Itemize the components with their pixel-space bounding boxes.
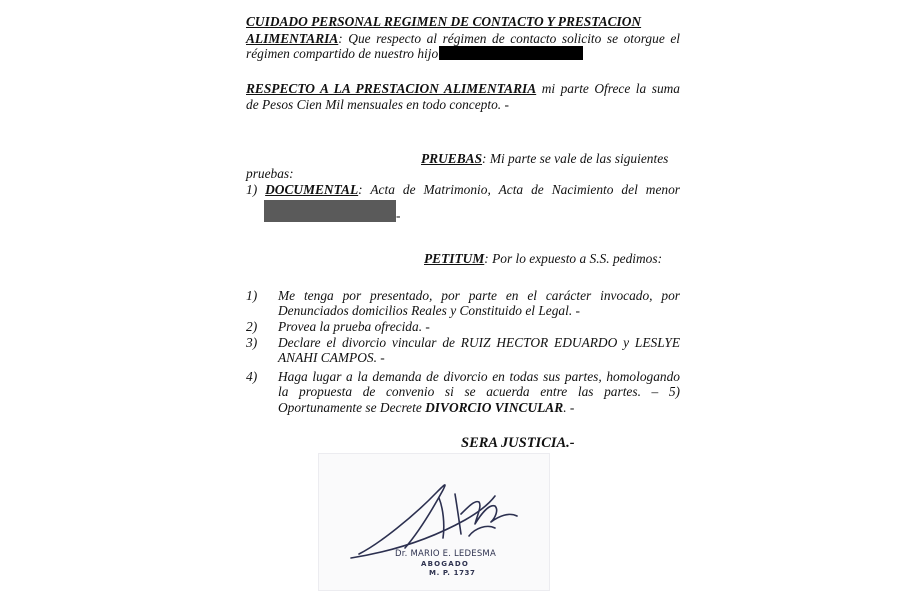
list-item-text: . - — [563, 400, 575, 415]
paragraph-text: : Mi parte se vale de las siguientes — [482, 151, 669, 166]
paragraph-line — [246, 97, 509, 112]
item-number: 3) — [246, 335, 258, 350]
paragraph-line — [246, 31, 680, 46]
list-item-line — [278, 369, 680, 384]
paragraph-text: : Acta de Matrimonio, Acta de Nacimiento del menor — [358, 182, 680, 197]
list-item-text: la propuesta de convenio si se acuerda entre las partes. – 5) — [278, 384, 680, 399]
paragraph-text: régimen compartido de nuestro hijo — [246, 46, 439, 61]
list-item-text: ANAHI CAMPOS. - — [278, 350, 385, 365]
list-item-line — [278, 400, 574, 415]
list-item-line — [278, 319, 430, 334]
section-heading-prestacion — [246, 81, 680, 96]
heading-text: CUIDADO PERSONAL REGIMEN DE CONTACTO Y PRESTACION — [246, 14, 642, 29]
signature-name: Dr. MARIO E. LEDESMA — [395, 549, 496, 559]
list-item-text: Oportunamente se Decrete — [278, 400, 422, 415]
list-item-line — [278, 384, 680, 399]
paragraph-text: mi parte Ofrece la suma — [541, 81, 681, 96]
item-number: 2) — [246, 319, 258, 334]
heading-text: PETITUM — [424, 251, 485, 266]
section-heading-pruebas — [421, 151, 668, 166]
item-number: 1) — [246, 182, 258, 197]
list-item-bold-text: DIVORCIO VINCULAR — [425, 400, 564, 415]
heading-text: PRUEBAS — [421, 151, 483, 166]
closing-sera-justicia: SERA JUSTICIA.- — [461, 435, 575, 451]
heading-text: DOCUMENTAL — [265, 182, 359, 197]
paragraph-text: pruebas: — [246, 166, 294, 181]
list-item-line — [278, 288, 680, 303]
paragraph-line — [264, 200, 400, 223]
section-heading-petitum — [424, 251, 662, 266]
paragraph-text: : Que respecto al régimen de contacto solicito se otorgue el — [338, 31, 680, 46]
list-item-line — [278, 350, 385, 365]
documental-line — [246, 182, 680, 197]
heading-text: ALIMENTARIA — [246, 31, 339, 46]
signature-title: ABOGADO — [421, 560, 470, 568]
heading-text: RESPECTO A LA PRESTACION ALIMENTARIA — [246, 81, 537, 96]
signature-matricula: M. P. 1737 — [429, 569, 476, 577]
section-heading-cuidado-personal — [246, 14, 641, 29]
item-number: 1) — [246, 288, 258, 303]
list-item-line — [278, 303, 580, 318]
list-item-text: Haga lugar a la demanda de divorcio en todas sus partes, homologando — [278, 369, 680, 384]
paragraph-line — [246, 166, 294, 181]
list-item-text: Provea la prueba ofrecida. - — [278, 319, 430, 334]
redacted-child-name — [264, 200, 396, 222]
item-number: 4) — [246, 369, 258, 384]
paragraph-line — [246, 46, 583, 61]
list-item-text: Declare el divorcio vincular de RUIZ HECTOR EDUARDO y LESLYE — [278, 335, 680, 350]
list-item-text: Me tenga por presentado, por parte en el carácter invocado, por — [278, 288, 680, 303]
paragraph-text: de Pesos Cien Mil mensuales en todo concepto. - — [246, 97, 509, 112]
redacted-child-name — [439, 46, 583, 60]
signature-stamp — [318, 453, 550, 591]
paragraph-text: : Por lo expuesto a S.S. pedimos: — [484, 251, 663, 266]
list-item-line — [278, 335, 680, 350]
paragraph-text: - — [396, 208, 401, 223]
list-item-text: Denunciados domicilios Reales y Constituido el Legal. - — [278, 303, 580, 318]
